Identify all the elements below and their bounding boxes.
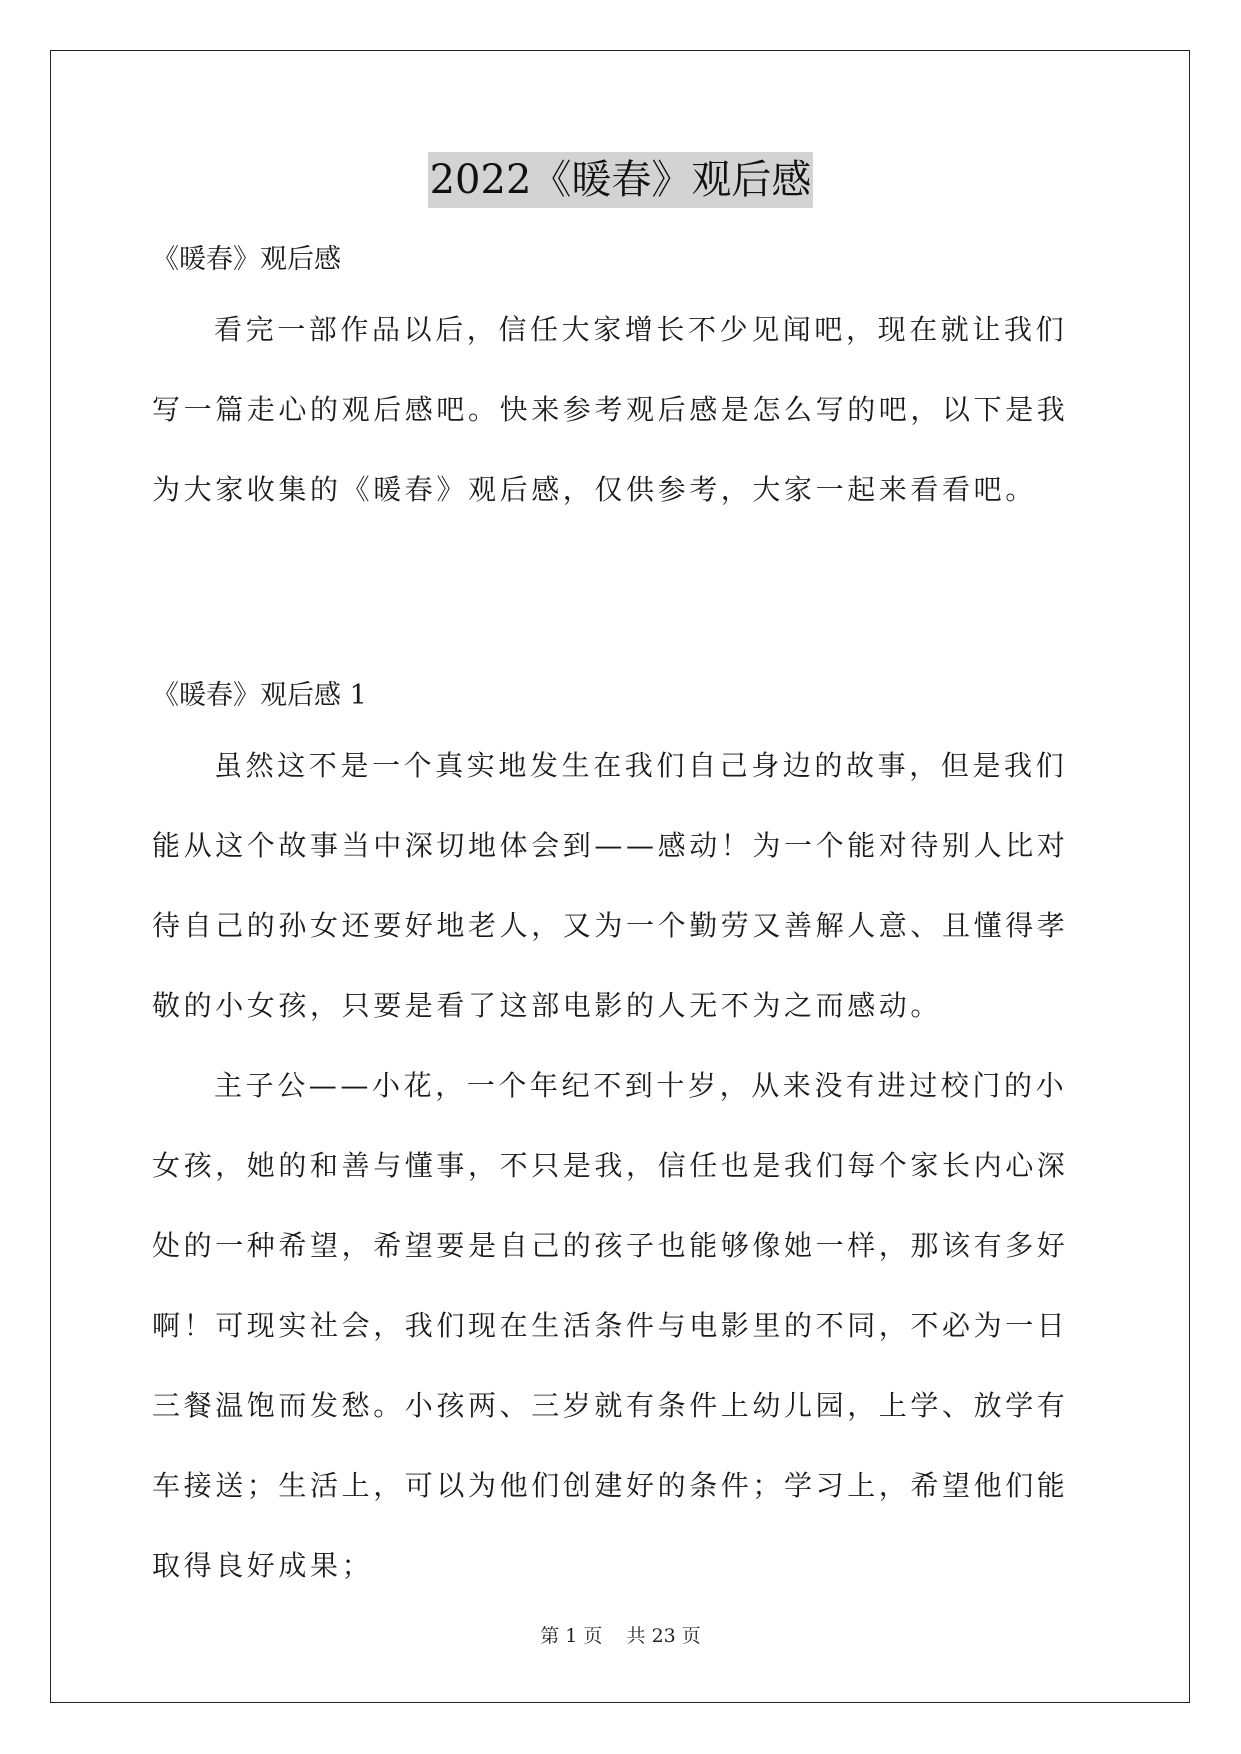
document-title: 2022《暖春》观后感 [428, 152, 814, 208]
intro-paragraph: 看完一部作品以后，信任大家增长不少见闻吧，现在就让我们写一篇走心的观后感吧。快来参考观后感是怎么写的吧，以下是我为大家收集的《暖春》观后感，仅供参考，大家一起来看看吧。 [152, 313, 1069, 506]
section-heading-1: 《暖春》观后感 1 [152, 680, 367, 711]
section-heading-main: 《暖春》观后感 [152, 244, 341, 275]
page-footer: 第 1 页 共 23 页 [540, 1625, 701, 1647]
body-paragraph-1: 虽然这不是一个真实地发生在我们自己身边的故事，但是我们能从这个故事当中深切地体会到——感动！为一个能对待别人比对待自己的孙女还要好地老人，又为一个勤劳又善解人意、且懂得孝敬的小女孩，只要是看了这部电影的人无不为之而感动。 [152, 749, 1069, 1022]
body-paragraph-2: 主子公——小花，一个年纪不到十岁，从来没有进过校门的小女孩，她的和善与懂事，不只是我，信任也是我们每个家长内心深处的一种希望，希望要是自己的孩子也能够像她一样，那该有多好啊！可现实社会，我们现在生活条件与电影里的不同，不必为一日三餐温饱而发愁。小孩两、三岁就有条件上幼儿园，上学、放学有车接送；生活上，可以为他们创建好的条件；学习上，希望他们能取得良好成果； [152, 1069, 1069, 1582]
title-container [0, 152, 1241, 208]
